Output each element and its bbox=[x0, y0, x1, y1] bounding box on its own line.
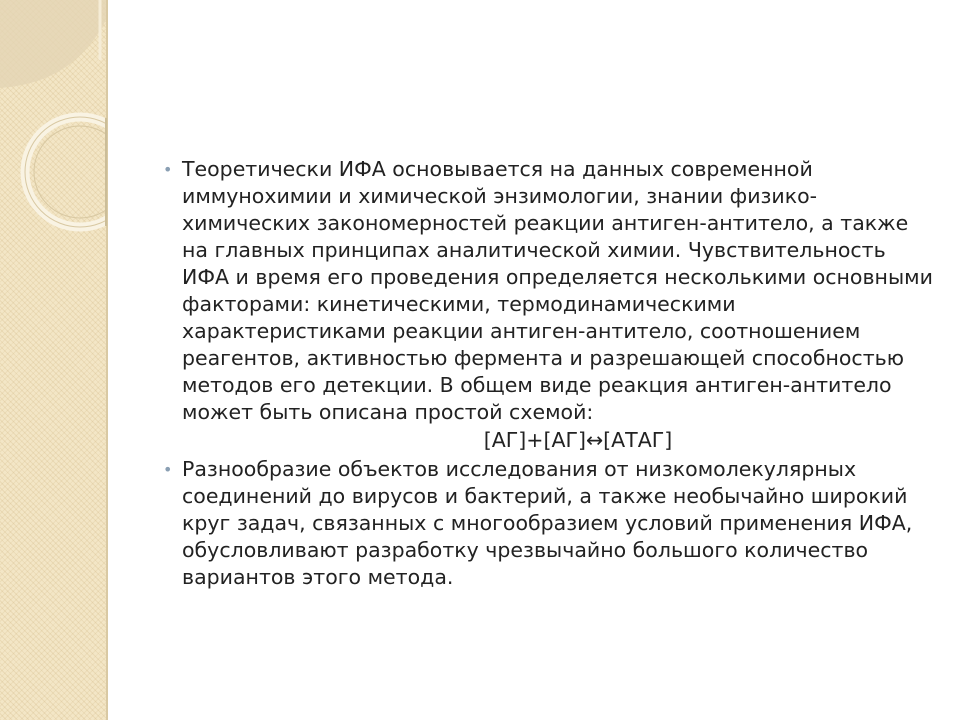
bullet-text-1: Теоретически ИФА основывается на данных современной иммунохимии и химической энзимологии, знании физико-химических закономерностей реакции антиген-антитело, а также на главных принципах аналитической химии. Чувствительность ИФА и время его проведения определяется несколькими основными факторами: кинетическими, термодинамическими характеристиками реакции антиген-антитело, соотношением реагентов, активностью фермента и разрешающей способностью методов его детекции. В общем виде реакция антиген-антитело может быть описана простой схемой: bbox=[182, 157, 933, 424]
decorative-circles bbox=[0, 0, 120, 260]
bullet-item-2 bbox=[163, 456, 933, 591]
slide-content bbox=[163, 156, 933, 591]
bullet-text-2: Разнообразие объектов исследования от низкомолекулярных соединений до вирусов и бактерий, а также необычайно широкий круг задач, связанных с многообразием условий применения ИФА, обусловливают разработку чрезвычайно большого количество вариантов этого метода. bbox=[182, 457, 913, 589]
reaction-formula: [АГ]+[АГ]↔[АТАГ] bbox=[483, 428, 673, 452]
bullet-icon: • bbox=[163, 160, 173, 179]
bullet-item-1 bbox=[163, 156, 933, 426]
bullet-icon: • bbox=[163, 460, 173, 479]
